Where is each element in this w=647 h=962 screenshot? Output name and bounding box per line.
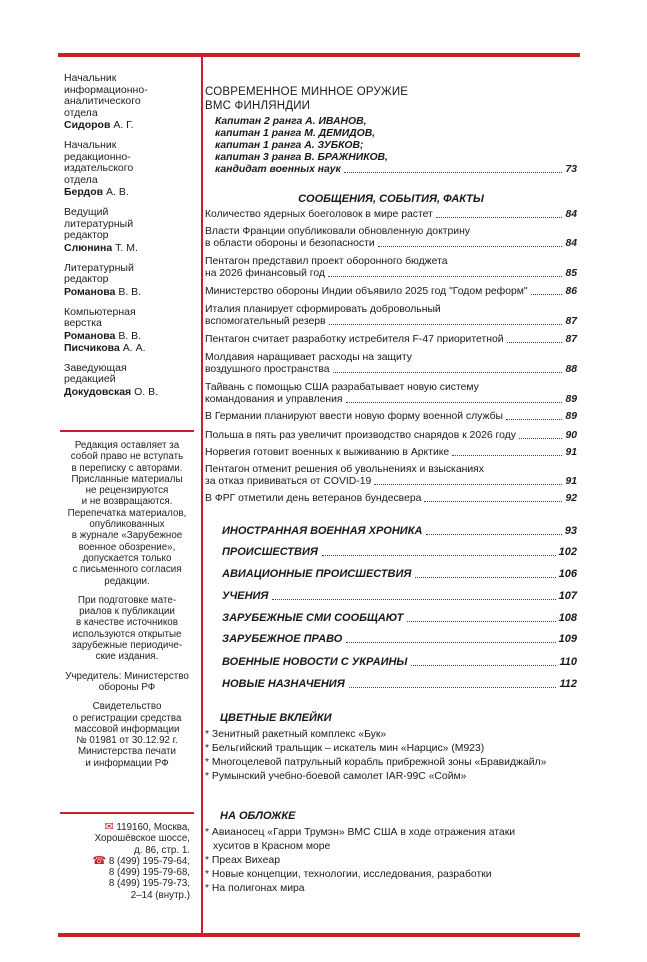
staff-role: Заведующая [64,361,127,374]
envelope-icon: ✉ [104,821,114,833]
staff-role: отдела [64,106,98,119]
section-entry: ИНОСТРАННАЯ ВОЕННАЯ ХРОНИКА 93 [222,525,577,537]
article-title: СОВРЕМЕННОЕ МИННОЕ ОРУЖИЕ [205,86,409,98]
staff-entry [64,363,190,398]
page-number: 84 [565,209,577,220]
staff-role: литературный [64,217,134,230]
page-number: 84 [565,237,577,249]
page-number: 85 [565,267,577,279]
toc-entry: Польша в пять раз увеличит производство снарядов к 2026 году 90 [205,430,577,441]
phone-line: 2–14 (внутр.) [130,889,190,901]
page-number: 112 [559,678,577,690]
toc-entry: Министерство обороны Индии объявило 2025 год "Годом реформ" 86 [205,286,577,297]
phone-line: 8 (499) 195-79-68, [108,867,190,879]
address-line: Хорошёвское шоссе, [94,833,190,845]
author-line: кандидат военных наук 73 [215,164,577,175]
staff-role: отдела [64,173,98,186]
list-item: * Зенитный ракетный комплекс «Бук» [205,729,387,740]
left-separator [60,812,194,814]
phone-icon: ☎ [92,854,107,867]
page-number: 109 [558,633,577,645]
staff-name: Романова В. В. [64,329,142,342]
staff-role: Начальник [64,139,117,151]
staff-role: редактор [64,273,109,285]
page-number: 91 [565,447,577,458]
notice-paragraph: При подготовке мате- риалов к публикации в качестве источников используются открытые зарубежные периодиче- ские издания. [71,594,183,663]
staff-role: редакцией [64,373,116,385]
staff-entry [64,307,190,354]
list-item: хуситов в Красном море [213,841,331,852]
registration: Свидетельство о регистрации средства массовой информации № 01981 от 30.12.92 г. Министерства печати и информации РФ [72,701,182,769]
staff-role: Ведущий [64,206,109,218]
phone-line: 8 (499) 195-79-73, [108,878,190,890]
staff-role: Начальник [64,72,117,84]
staff-name: Писчикова А. А. [64,341,146,354]
section-entry: ПРОИСШЕСТВИЯ 102 [222,546,577,558]
staff-entry [64,207,190,254]
bottom-red-rule [58,933,580,937]
staff-role: редактор [64,229,109,241]
staff-entry [64,263,190,298]
staff-entry [64,140,190,198]
page-number: 88 [565,363,577,375]
section-entry: УЧЕНИЯ 107 [222,590,577,602]
phone-line: ☎ 8 (499) 195-79-64, [92,854,190,867]
toc-entry: Пентагон считает разработку истребителя F-47 приоритетной 87 [205,334,577,345]
page-number: 92 [565,493,577,504]
page-number: 89 [565,411,577,422]
staff-role: Компьютерная [64,305,136,318]
founder: Учредитель: Министерство обороны РФ [65,670,189,693]
staff-role: информационно- [64,83,148,96]
cover-heading: НА ОБЛОЖКЕ [220,810,296,822]
page-number: 110 [559,656,577,668]
list-item: * На полигонах мира [205,883,305,894]
article-title: ВМС ФИНЛЯНДИИ [205,100,311,112]
toc-entry: Пентагон представил проект оборонного бюджета на 2026 финансовый год 85 [205,256,577,279]
color-inserts-heading: ЦВЕТНЫЕ ВКЛЕЙКИ [220,712,332,724]
page-number: 108 [558,612,577,624]
news-heading: СООБЩЕНИЯ, СОБЫТИЯ, ФАКТЫ [298,193,484,205]
staff-name: Слюнина Т. М. [64,241,138,254]
toc-entry: Количество ядерных боеголовок в мире растет 84 [205,209,577,220]
page-number: 89 [565,393,577,405]
toc-entry: Тайвань с помощью США разрабатывает новую систему командования и управления 89 [205,382,577,405]
list-item: * Многоцелевой патрульный корабль прибрежной зоны «Бравиджайл» [205,757,547,768]
staff-role: верстка [64,317,102,329]
toc-entry: Италия планирует сформировать добровольный вспомогательный резерв 87 [205,304,577,327]
editorial-notice [60,440,194,777]
staff-name: Романова В. В. [64,285,142,298]
article-authors [215,116,577,176]
staff-credits [64,73,190,407]
page-number: 102 [558,546,577,558]
section-entry: ВОЕННЫЕ НОВОСТИ С УКРАИНЫ 110 [222,656,577,668]
top-red-rule [58,53,580,57]
cover-list [205,826,515,896]
page-number: 107 [558,590,577,602]
left-separator [60,430,194,432]
staff-role: Литературный [64,261,134,274]
page-number: 106 [558,568,577,580]
page-number: 86 [565,286,577,297]
column-divider [201,57,203,933]
list-item: * Новые концепции, технологии, исследования, разработки [205,869,492,880]
page-number: 90 [565,430,577,441]
page-number: 91 [565,475,577,487]
author-line: капитан 1 ранга М. ДЕМИДОВ, [215,128,376,139]
section-entry: НОВЫЕ НАЗНАЧЕНИЯ 112 [222,678,577,690]
staff-name: Сидоров А. Г. [64,119,134,131]
page-number: 93 [564,525,577,537]
page-number: 73 [565,164,577,175]
address-line: ✉ 119160, Москва, [104,821,190,833]
staff-entry [64,73,190,131]
staff-role: издательского [64,162,134,174]
list-item: * Преах Вихеар [205,855,280,866]
list-item: * Румынский учебно-боевой самолет IAR-99С «Сойм» [205,771,467,782]
toc-entry: Власти Франции опубликовали обновленную доктрину в области обороны и безопасности 84 [205,226,577,249]
address-line: д. 86, стр. 1. [134,844,190,856]
notice-paragraph: Редакция оставляет за собой право не вступать в переписку с авторами. Присланные материалы не рецензируются и не возвращаются. Перепечатка материалов, опубликованных в журнале «Зарубежное военное обозрение», допускается только с письменного согласия редакции. [67,440,187,587]
list-item: * Авианосец «Гарри Трумэн» ВМС США в ходе отражения атаки [205,827,516,838]
staff-role: редакционно- [64,150,131,163]
page-number: 87 [565,315,577,327]
toc-entry: Пентагон отменит решения об увольнениях и взысканиях за отказ прививаться от COVID-19 91 [205,464,577,487]
staff-role: аналитического [64,95,141,107]
list-item: * Бельгийский тральщик – искатель мин «Нарцис» (M923) [205,743,485,754]
toc-entry: Норвегия готовит военных к выживанию в Арктике 91 [205,447,577,458]
page-number: 87 [565,334,577,345]
top-article [205,85,577,176]
color-inserts-list [205,728,546,784]
author-line: Капитан 2 ранга А. ИВАНОВ, [215,116,367,127]
section-entry: ЗАРУБЕЖНЫЕ СМИ СООБЩАЮТ 108 [222,612,577,624]
section-entry: ЗАРУБЕЖНОЕ ПРАВО 109 [222,633,577,645]
toc-entry: В ФРГ отметили день ветеранов бундесвера 92 [205,493,577,504]
toc-entry: В Германии планируют ввести новую форму военной службы 89 [205,411,577,422]
contact-block [60,822,190,901]
section-entry: АВИАЦИОННЫЕ ПРОИСШЕСТВИЯ 106 [222,568,577,580]
toc-entry: Молдавия наращивает расходы на защиту воздушного пространства 88 [205,352,577,375]
staff-name: Бердов А. В. [64,186,129,198]
staff-name: Докудовская О. В. [64,385,159,398]
author-line: капитан 3 ранга В. БРАЖНИКОВ, [215,152,388,163]
author-line: капитан 1 ранга А. ЗУБКОВ; [215,140,364,151]
